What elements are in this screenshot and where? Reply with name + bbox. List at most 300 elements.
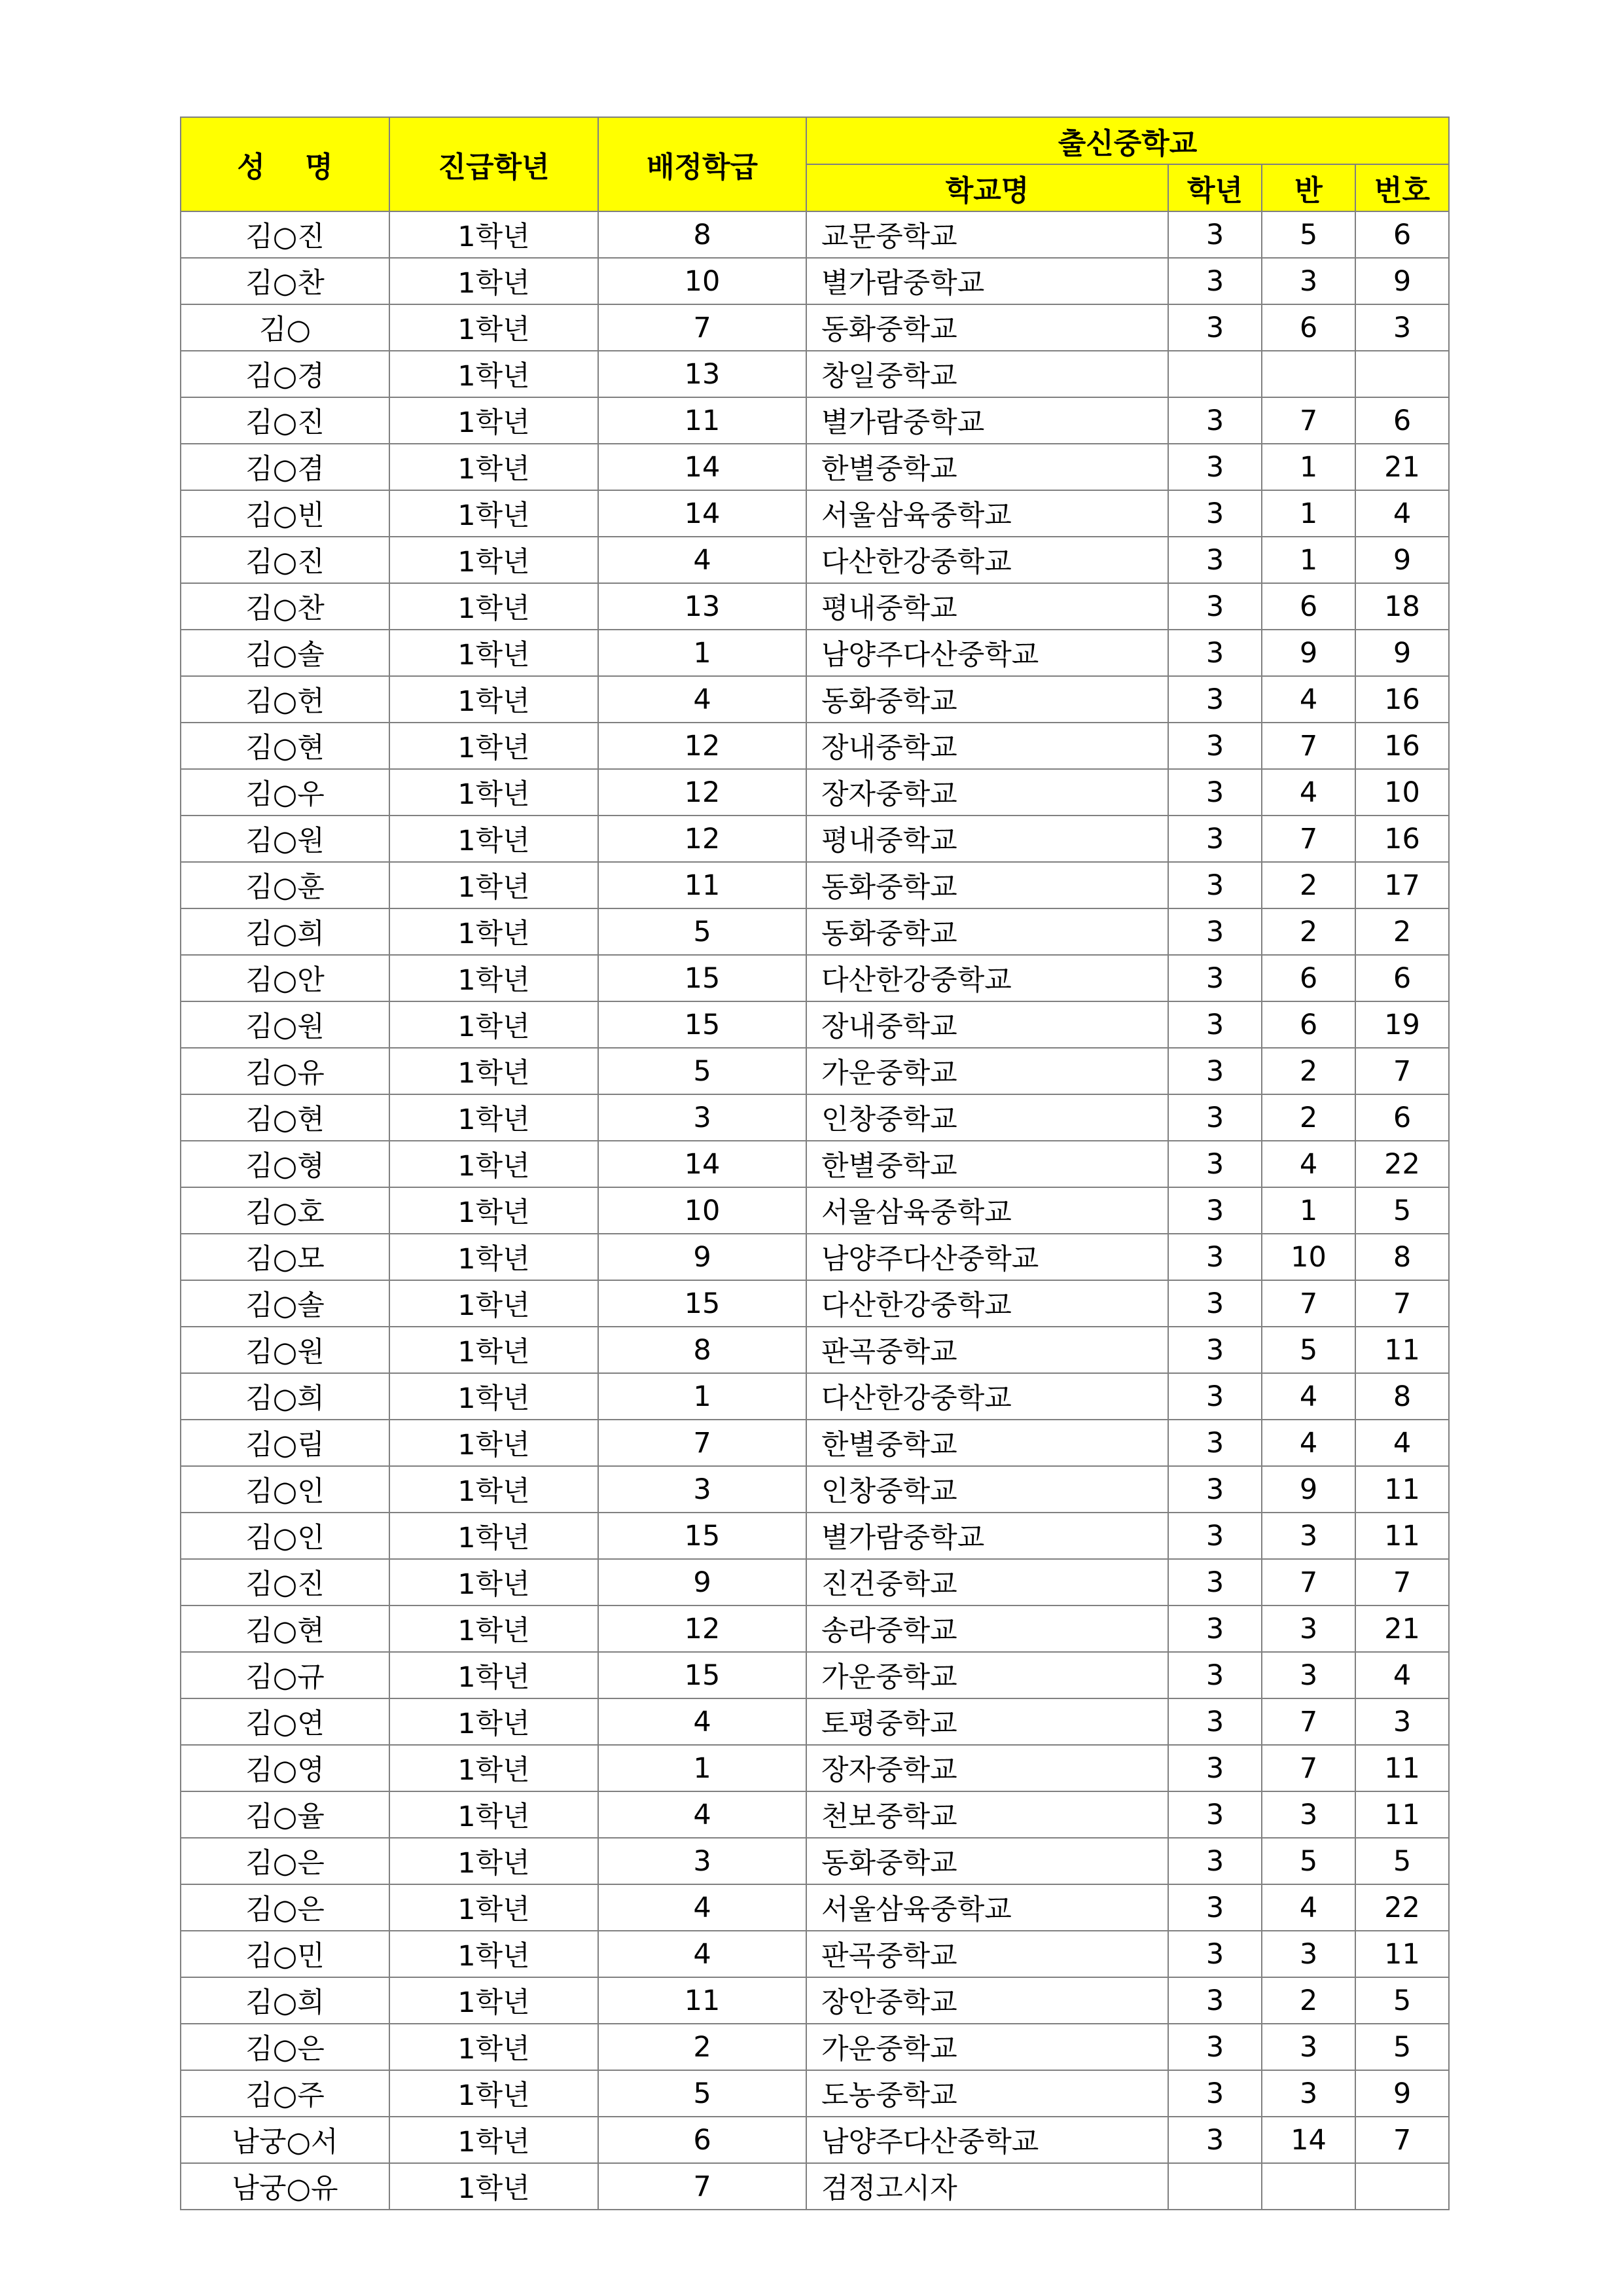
cell-name: 김○희 [181,1373,389,1420]
cell-school-class: 3 [1262,1652,1355,1698]
cell-school-number: 11 [1355,1745,1449,1791]
cell-school-class: 2 [1262,1094,1355,1141]
cell-school-number: 6 [1355,397,1449,444]
header-promoted-grade: 진급학년 [389,117,598,211]
cell-promoted-grade: 1학년 [389,1187,598,1234]
cell-promoted-grade: 1학년 [389,1838,598,1884]
cell-promoted-grade: 1학년 [389,1466,598,1513]
cell-school-number: 8 [1355,1234,1449,1280]
header-assigned-class: 배정학급 [598,117,806,211]
cell-school-grade: 3 [1168,1234,1262,1280]
cell-promoted-grade: 1학년 [389,1420,598,1466]
table-row [181,676,1449,723]
cell-assigned-class: 15 [598,1001,806,1048]
cell-name: 김○솔 [181,630,389,676]
cell-school-name: 검정고시자 [806,2163,1168,2210]
cell-name: 김○현 [181,1094,389,1141]
cell-assigned-class: 13 [598,351,806,397]
cell-school-number: 3 [1355,1698,1449,1745]
cell-promoted-grade: 1학년 [389,304,598,351]
cell-name: 김○ [181,304,389,351]
cell-assigned-class: 12 [598,1605,806,1652]
cell-assigned-class: 2 [598,2024,806,2070]
cell-school-number: 16 [1355,723,1449,769]
cell-school-grade: 3 [1168,1698,1262,1745]
cell-promoted-grade: 1학년 [389,1791,598,1838]
cell-school-name: 가운중학교 [806,1652,1168,1698]
cell-promoted-grade: 1학년 [389,723,598,769]
cell-school-number: 3 [1355,304,1449,351]
cell-school-number: 8 [1355,1373,1449,1420]
cell-name: 김○헌 [181,676,389,723]
cell-school-class: 10 [1262,1234,1355,1280]
cell-promoted-grade: 1학년 [389,1094,598,1141]
table-row [181,1327,1449,1373]
header-school-number: 번호 [1355,164,1449,211]
cell-school-class: 9 [1262,1466,1355,1513]
table-row [181,490,1449,537]
table-row [181,1280,1449,1327]
cell-school-class: 4 [1262,1884,1355,1931]
header-school-name: 학교명 [806,164,1168,211]
table-row [181,723,1449,769]
table-row [181,1884,1449,1931]
cell-school-class: 4 [1262,769,1355,816]
cell-school-name: 가운중학교 [806,1048,1168,1094]
cell-assigned-class: 5 [598,1048,806,1094]
cell-name: 김○은 [181,2024,389,2070]
cell-promoted-grade: 1학년 [389,2163,598,2210]
cell-assigned-class: 4 [598,1931,806,1977]
cell-school-name: 다산한강중학교 [806,1280,1168,1327]
cell-promoted-grade: 1학년 [389,1698,598,1745]
cell-name: 김○원 [181,816,389,862]
cell-name: 김○겸 [181,444,389,490]
table-row [181,1791,1449,1838]
cell-promoted-grade: 1학년 [389,490,598,537]
cell-school-name: 동화중학교 [806,862,1168,908]
cell-school-name: 천보중학교 [806,1791,1168,1838]
cell-school-class: 3 [1262,2024,1355,2070]
cell-school-grade: 3 [1168,908,1262,955]
cell-school-number [1355,351,1449,397]
cell-assigned-class: 1 [598,1373,806,1420]
cell-school-grade: 3 [1168,1187,1262,1234]
cell-name: 김○찬 [181,258,389,304]
cell-school-class [1262,351,1355,397]
cell-school-class: 7 [1262,816,1355,862]
cell-school-name: 교문중학교 [806,211,1168,258]
cell-promoted-grade: 1학년 [389,1745,598,1791]
cell-school-number: 11 [1355,1513,1449,1559]
cell-school-class: 3 [1262,1513,1355,1559]
cell-school-class: 1 [1262,1187,1355,1234]
cell-promoted-grade: 1학년 [389,2070,598,2117]
cell-school-grade: 3 [1168,2117,1262,2163]
cell-school-number: 5 [1355,2024,1449,2070]
cell-name: 김○은 [181,1838,389,1884]
cell-school-class: 7 [1262,1280,1355,1327]
cell-school-grade [1168,351,1262,397]
cell-name: 김○현 [181,723,389,769]
assignment-table [180,117,1450,2210]
cell-school-class: 2 [1262,908,1355,955]
table-header [181,117,1449,211]
cell-assigned-class: 15 [598,1652,806,1698]
cell-school-number: 22 [1355,1141,1449,1187]
cell-school-class: 6 [1262,304,1355,351]
cell-school-number: 5 [1355,1977,1449,2024]
cell-assigned-class: 3 [598,1838,806,1884]
cell-school-name: 서울삼육중학교 [806,1884,1168,1931]
cell-school-number: 6 [1355,1094,1449,1141]
cell-name: 김○찬 [181,583,389,630]
cell-name: 김○원 [181,1001,389,1048]
cell-school-name: 가운중학교 [806,2024,1168,2070]
cell-school-grade: 3 [1168,304,1262,351]
table-row [181,397,1449,444]
table-row [181,1559,1449,1605]
cell-school-class: 5 [1262,1327,1355,1373]
cell-name: 김○인 [181,1466,389,1513]
cell-name: 김○모 [181,1234,389,1280]
cell-school-grade: 3 [1168,955,1262,1001]
table-row [181,2163,1449,2210]
cell-promoted-grade: 1학년 [389,1931,598,1977]
table-row [181,2070,1449,2117]
table-row [181,816,1449,862]
cell-name: 김○진 [181,211,389,258]
cell-school-class: 1 [1262,537,1355,583]
cell-assigned-class: 1 [598,1745,806,1791]
cell-school-number: 11 [1355,1931,1449,1977]
cell-school-class: 4 [1262,1373,1355,1420]
cell-school-grade: 3 [1168,490,1262,537]
cell-school-number: 4 [1355,490,1449,537]
cell-school-grade: 3 [1168,211,1262,258]
cell-school-grade: 3 [1168,1605,1262,1652]
table-row [181,1094,1449,1141]
cell-school-number: 10 [1355,769,1449,816]
cell-promoted-grade: 1학년 [389,444,598,490]
cell-school-grade: 3 [1168,676,1262,723]
cell-school-class: 7 [1262,1698,1355,1745]
table-row [181,1141,1449,1187]
cell-assigned-class: 8 [598,1327,806,1373]
cell-name: 김○원 [181,1327,389,1373]
cell-school-name: 다산한강중학교 [806,537,1168,583]
cell-promoted-grade: 1학년 [389,397,598,444]
cell-school-number: 7 [1355,1048,1449,1094]
cell-assigned-class: 4 [598,1698,806,1745]
cell-school-class: 6 [1262,583,1355,630]
cell-school-number: 2 [1355,908,1449,955]
table-row [181,1420,1449,1466]
cell-assigned-class: 3 [598,1094,806,1141]
cell-school-grade: 3 [1168,1094,1262,1141]
cell-school-grade: 3 [1168,1931,1262,1977]
cell-school-name: 장자중학교 [806,1745,1168,1791]
cell-school-name: 별가람중학교 [806,1513,1168,1559]
cell-promoted-grade: 1학년 [389,1513,598,1559]
cell-school-class: 4 [1262,676,1355,723]
cell-assigned-class: 4 [598,537,806,583]
cell-promoted-grade: 1학년 [389,1977,598,2024]
cell-promoted-grade: 1학년 [389,1884,598,1931]
cell-name: 김○진 [181,537,389,583]
table-row [181,1838,1449,1884]
cell-school-number: 9 [1355,630,1449,676]
cell-promoted-grade: 1학년 [389,211,598,258]
table-row [181,1605,1449,1652]
cell-name: 김○안 [181,955,389,1001]
table-row [181,908,1449,955]
cell-school-grade: 3 [1168,258,1262,304]
cell-promoted-grade: 1학년 [389,258,598,304]
cell-school-class: 1 [1262,490,1355,537]
cell-assigned-class: 14 [598,444,806,490]
table-row [181,1977,1449,2024]
cell-school-grade: 3 [1168,1373,1262,1420]
cell-name: 김○규 [181,1652,389,1698]
cell-assigned-class: 3 [598,1466,806,1513]
cell-school-name: 창일중학교 [806,351,1168,397]
cell-school-name: 송라중학교 [806,1605,1168,1652]
cell-school-name: 장내중학교 [806,723,1168,769]
cell-school-name: 남양주다산중학교 [806,2117,1168,2163]
cell-school-grade: 3 [1168,1001,1262,1048]
table-row [181,537,1449,583]
cell-assigned-class: 1 [598,630,806,676]
table-row [181,1745,1449,1791]
cell-school-number: 9 [1355,537,1449,583]
cell-school-grade: 3 [1168,2024,1262,2070]
cell-name: 김○유 [181,1048,389,1094]
cell-school-class: 5 [1262,211,1355,258]
cell-school-number: 7 [1355,2117,1449,2163]
cell-school-name: 별가람중학교 [806,258,1168,304]
cell-school-class: 7 [1262,723,1355,769]
cell-school-grade: 3 [1168,1513,1262,1559]
cell-school-class: 3 [1262,1605,1355,1652]
cell-school-grade: 3 [1168,1559,1262,1605]
cell-name: 김○빈 [181,490,389,537]
cell-school-name: 평내중학교 [806,816,1168,862]
cell-school-name: 한별중학교 [806,1141,1168,1187]
table-row [181,211,1449,258]
cell-school-name: 남양주다산중학교 [806,1234,1168,1280]
cell-school-grade: 3 [1168,1791,1262,1838]
cell-school-name: 장안중학교 [806,1977,1168,2024]
cell-school-class: 3 [1262,2070,1355,2117]
table-row [181,955,1449,1001]
cell-school-number: 19 [1355,1001,1449,1048]
table-row [181,1698,1449,1745]
cell-assigned-class: 10 [598,258,806,304]
cell-promoted-grade: 1학년 [389,537,598,583]
cell-school-name: 도농중학교 [806,2070,1168,2117]
cell-name: 김○림 [181,1420,389,1466]
cell-school-name: 서울삼육중학교 [806,490,1168,537]
cell-school-name: 장자중학교 [806,769,1168,816]
cell-school-number: 4 [1355,1420,1449,1466]
cell-school-number: 11 [1355,1327,1449,1373]
cell-assigned-class: 7 [598,2163,806,2210]
table-row [181,351,1449,397]
cell-school-name: 한별중학교 [806,1420,1168,1466]
cell-name: 김○형 [181,1141,389,1187]
cell-name: 김○연 [181,1698,389,1745]
cell-name: 김○인 [181,1513,389,1559]
cell-school-class: 3 [1262,1931,1355,1977]
cell-school-name: 동화중학교 [806,304,1168,351]
cell-assigned-class: 5 [598,2070,806,2117]
cell-promoted-grade: 1학년 [389,630,598,676]
cell-school-number: 11 [1355,1466,1449,1513]
cell-school-name: 토평중학교 [806,1698,1168,1745]
cell-school-number: 16 [1355,676,1449,723]
cell-assigned-class: 10 [598,1187,806,1234]
cell-school-grade: 3 [1168,1838,1262,1884]
cell-name: 김○현 [181,1605,389,1652]
cell-name: 김○희 [181,1977,389,2024]
cell-promoted-grade: 1학년 [389,955,598,1001]
cell-school-grade: 3 [1168,862,1262,908]
cell-school-grade: 3 [1168,723,1262,769]
cell-promoted-grade: 1학년 [389,1001,598,1048]
cell-school-name: 판곡중학교 [806,1931,1168,1977]
table-body [181,211,1449,2210]
cell-school-class: 6 [1262,955,1355,1001]
table-row [181,444,1449,490]
cell-school-name: 동화중학교 [806,908,1168,955]
cell-school-grade: 3 [1168,1280,1262,1327]
cell-school-grade: 3 [1168,1884,1262,1931]
cell-assigned-class: 13 [598,583,806,630]
table-row [181,1001,1449,1048]
cell-assigned-class: 9 [598,1234,806,1280]
cell-name: 김○진 [181,1559,389,1605]
cell-school-grade: 3 [1168,1745,1262,1791]
cell-promoted-grade: 1학년 [389,676,598,723]
cell-school-name: 한별중학교 [806,444,1168,490]
table-row [181,1048,1449,1094]
cell-promoted-grade: 1학년 [389,1605,598,1652]
cell-school-class: 7 [1262,1559,1355,1605]
cell-assigned-class: 8 [598,211,806,258]
table-row [181,769,1449,816]
cell-assigned-class: 4 [598,676,806,723]
table-row [181,1187,1449,1234]
cell-school-class: 14 [1262,2117,1355,2163]
cell-assigned-class: 11 [598,1977,806,2024]
cell-school-name: 별가람중학교 [806,397,1168,444]
cell-assigned-class: 15 [598,1513,806,1559]
cell-assigned-class: 14 [598,490,806,537]
header-school-class: 반 [1262,164,1355,211]
table-row [181,1931,1449,1977]
cell-school-number: 6 [1355,955,1449,1001]
cell-name: 김○호 [181,1187,389,1234]
cell-school-class: 4 [1262,1420,1355,1466]
table-row [181,2117,1449,2163]
table-row [181,630,1449,676]
table-row [181,2024,1449,2070]
cell-school-number: 9 [1355,258,1449,304]
cell-school-class: 5 [1262,1838,1355,1884]
cell-name: 김○영 [181,1745,389,1791]
cell-assigned-class: 12 [598,769,806,816]
cell-promoted-grade: 1학년 [389,1048,598,1094]
cell-assigned-class: 6 [598,2117,806,2163]
cell-school-class: 2 [1262,862,1355,908]
cell-school-name: 판곡중학교 [806,1327,1168,1373]
table-row [181,1466,1449,1513]
cell-school-number: 21 [1355,1605,1449,1652]
cell-promoted-grade: 1학년 [389,351,598,397]
cell-assigned-class: 5 [598,908,806,955]
cell-promoted-grade: 1학년 [389,583,598,630]
cell-school-grade: 3 [1168,444,1262,490]
cell-school-name: 동화중학교 [806,1838,1168,1884]
header-origin-school: 출신중학교 [806,117,1449,164]
cell-name: 김○경 [181,351,389,397]
cell-promoted-grade: 1학년 [389,1559,598,1605]
cell-assigned-class: 12 [598,723,806,769]
cell-school-name: 평내중학교 [806,583,1168,630]
cell-school-number: 18 [1355,583,1449,630]
cell-school-number: 16 [1355,816,1449,862]
cell-promoted-grade: 1학년 [389,2024,598,2070]
cell-promoted-grade: 1학년 [389,1327,598,1373]
table-row [181,1234,1449,1280]
cell-school-number: 5 [1355,1838,1449,1884]
cell-name: 김○진 [181,397,389,444]
cell-school-name: 서울삼육중학교 [806,1187,1168,1234]
cell-name: 남궁○서 [181,2117,389,2163]
cell-school-grade: 3 [1168,583,1262,630]
cell-assigned-class: 11 [598,862,806,908]
cell-school-class: 2 [1262,1048,1355,1094]
cell-school-number: 5 [1355,1187,1449,1234]
cell-promoted-grade: 1학년 [389,769,598,816]
cell-school-number: 22 [1355,1884,1449,1931]
cell-assigned-class: 4 [598,1791,806,1838]
cell-school-grade: 3 [1168,769,1262,816]
cell-assigned-class: 15 [598,955,806,1001]
cell-school-class: 7 [1262,1745,1355,1791]
cell-assigned-class: 12 [598,816,806,862]
cell-school-class: 2 [1262,1977,1355,2024]
cell-name: 김○율 [181,1791,389,1838]
cell-school-number: 17 [1355,862,1449,908]
cell-assigned-class: 14 [598,1141,806,1187]
cell-promoted-grade: 1학년 [389,1234,598,1280]
header-name: 성 명 [181,117,389,211]
cell-school-class: 6 [1262,1001,1355,1048]
table-row [181,862,1449,908]
cell-school-grade: 3 [1168,1141,1262,1187]
cell-school-number: 7 [1355,1559,1449,1605]
cell-name: 김○민 [181,1931,389,1977]
cell-name: 김○희 [181,908,389,955]
cell-promoted-grade: 1학년 [389,1280,598,1327]
student-assignment-sheet [180,117,1450,2210]
cell-school-grade: 3 [1168,1327,1262,1373]
cell-name: 김○훈 [181,862,389,908]
cell-school-grade [1168,2163,1262,2210]
cell-promoted-grade: 1학년 [389,1652,598,1698]
